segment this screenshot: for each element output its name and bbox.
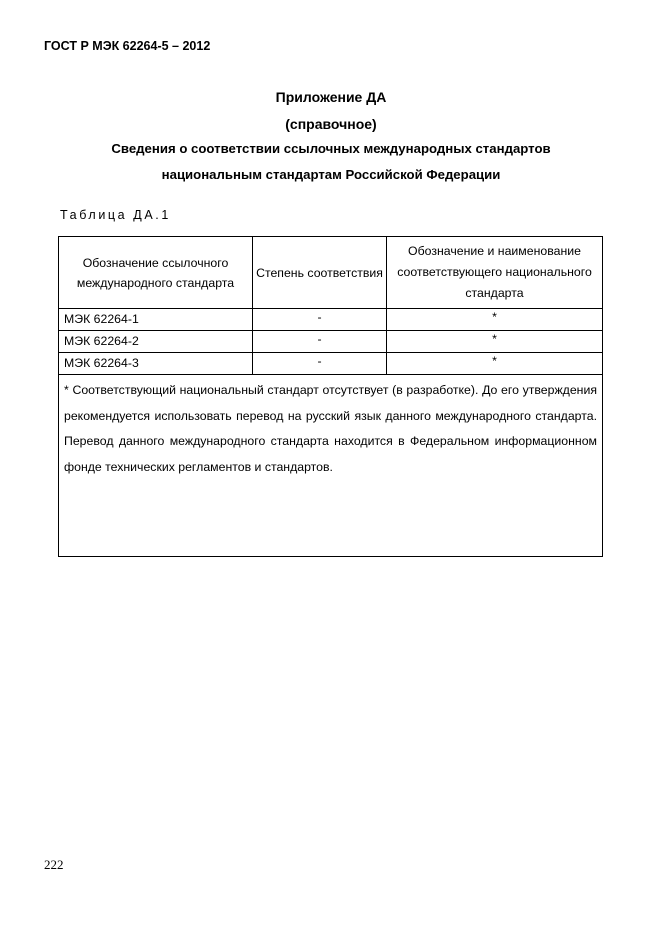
- annex-heading-line1: Сведения о соответствии ссылочных международных стандартов: [111, 141, 551, 156]
- reference-cell: МЭК 62264-3: [59, 353, 253, 375]
- annex-heading-line2: национальным стандартам Российской Федерации: [161, 167, 501, 182]
- reference-cell: МЭК 62264-2: [59, 331, 253, 353]
- reference-cell: МЭК 62264-1: [59, 309, 253, 331]
- correspondence-table: [58, 236, 603, 557]
- column-header-national: Обозначение и наименование соответствующего национального стандарта: [387, 237, 603, 309]
- annex-title: Приложение ДА: [275, 89, 387, 105]
- table-header-row: [59, 237, 603, 309]
- table-note-row: [59, 375, 603, 557]
- page-number: 222: [44, 857, 64, 872]
- annex-subtitle: (справочное): [285, 116, 377, 132]
- national-cell: *: [387, 331, 603, 353]
- national-cell: *: [387, 353, 603, 375]
- table-row: [59, 331, 603, 353]
- degree-cell: -: [253, 353, 387, 375]
- document-code: ГОСТ Р МЭК 62264-5 – 2012: [44, 39, 211, 53]
- column-header-degree: Степень соответствия: [253, 237, 387, 309]
- table-note: * Соответствующий национальный стандарт отсутствует (в разработке). До его утверждения рекомендуется использовать перевод на русский язык данного международного стандарта. Перевод данного международного стандарта находится в Федеральном информационном фонде технических регламентов и стандартов.: [59, 375, 603, 557]
- table-row: [59, 309, 603, 331]
- degree-cell: -: [253, 331, 387, 353]
- national-cell: *: [387, 309, 603, 331]
- degree-cell: -: [253, 309, 387, 331]
- column-header-reference: Обозначение ссылочного международного стандарта: [59, 237, 253, 309]
- table-row: [59, 353, 603, 375]
- table-caption: Таблица ДА.1: [60, 208, 171, 222]
